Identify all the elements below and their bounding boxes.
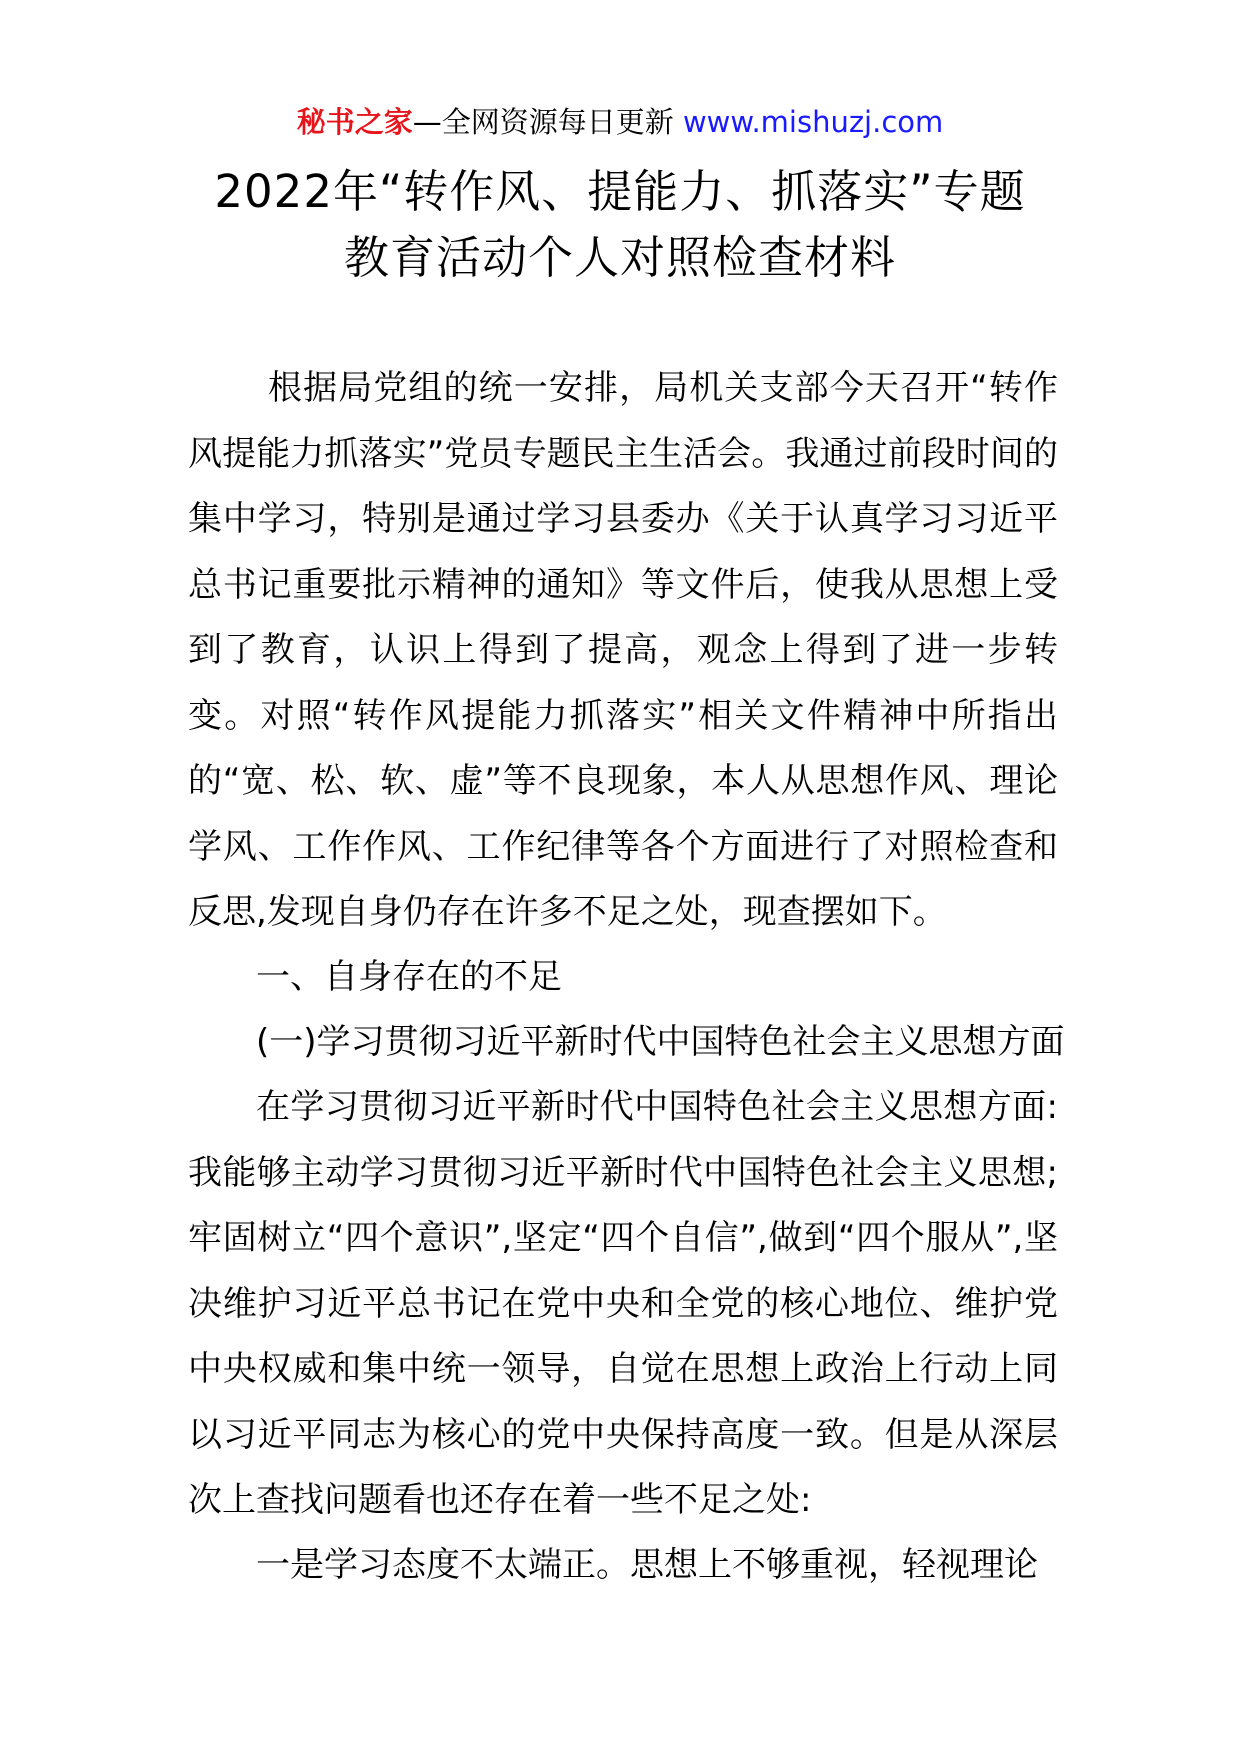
banner-slogan: —全网资源每日更新 [412, 105, 683, 139]
document-title-line-2: 教育活动个人对照检查材料 [343, 231, 896, 284]
body-paragraph-point-one: 一是学习态度不太端正。思想上不够重视，轻视理论 [256, 1545, 1038, 1585]
paragraph-text: 在学习贯彻习近平新时代中国特色社会主义思想方面:我能够主动学习贯彻习近平新时代中国特色社会主义思想;牢固树立“四个意识”,坚定“四个自信”,做到“四个服从”,坚决维护习近平总书记在党中央和全党的核心地位、维护党中央权威和集中统一领导，自觉在思想上政治上行动上同以习近平同志为核心的党中央保持高度一致。但是从深层次上查找问题看也还存在着一些不足之处: [188, 1087, 1058, 1520]
site-url: www.mishuzj.com [682, 105, 944, 139]
section-heading: 一、自身存在的不足 [256, 957, 562, 997]
brand-name: 秘书之家 [296, 105, 413, 139]
paragraph-text: 根据局党组的统一安排，局机关支部今天召开“转作风提能力抓落实”党员专题民主生活会。我通过前段时间的集中学习，特别是通过学习县委办《关于认真学习习近平总书记重要批示精神的通知》等文件后，使我从思想上受到了教育，认识上得到了提高，观念上得到了进一步转变。对照“转作风提能力抓落实”相关文件精神中所指出的“宽、松、软、虚”等不良现象，本人从思想作风、理论学风、工作作风、工作纪律等各个方面进行了对照检查和反思,发现自身仍存在许多不足之处，现查摆如下。 [188, 368, 1058, 932]
document-title-line-1: 2022年“转作风、提能力、抓落实”专题 [214, 165, 1026, 218]
body-paragraph-study [188, 1075, 1058, 1534]
site-banner [0, 102, 1240, 142]
subsection-heading: (一)学习贯彻习近平新时代中国特色社会主义思想方面 [256, 1022, 1065, 1062]
body-paragraph-intro [188, 356, 1058, 946]
